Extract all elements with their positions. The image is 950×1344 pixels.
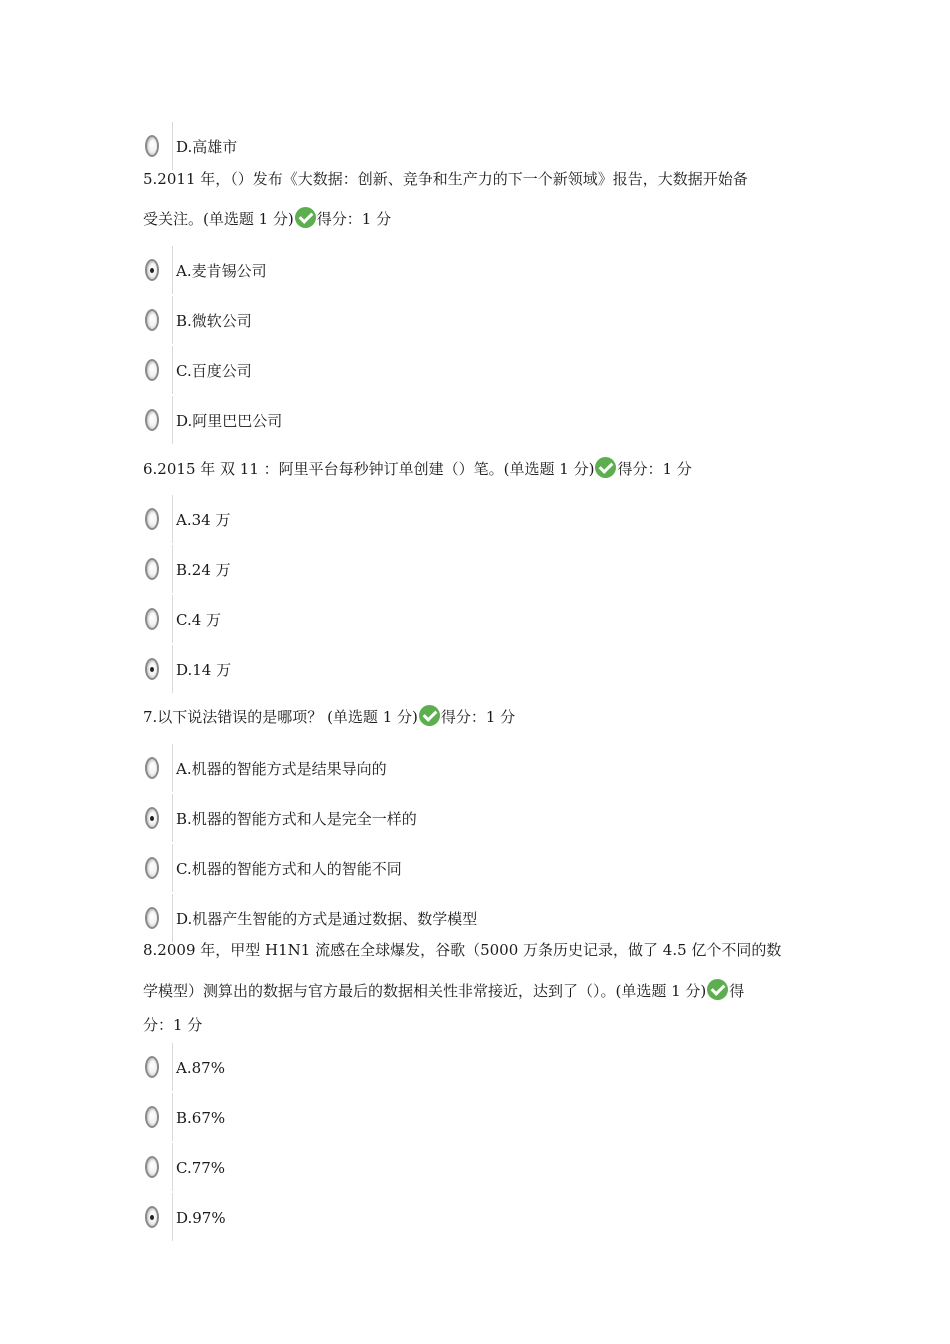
radio-button[interactable]: [145, 409, 159, 431]
divider: [172, 545, 173, 593]
question-text: 5.2011 年，（）发布《大数据：创新、竞争和生产力的下一个新领域》报告，大数据开始备: [143, 170, 748, 188]
option-q7-c[interactable]: [143, 850, 743, 890]
option-label: C.百度公司: [176, 362, 252, 380]
check-icon: [707, 979, 728, 1000]
radio-button[interactable]: [145, 359, 159, 381]
radio-button[interactable]: [145, 1106, 159, 1128]
question-text-line: 6.2015 年 双 11 ：阿里平台每秒钟订单创建（）笔。(单选题 1 分) 得分：1 分: [143, 457, 692, 479]
divider: [172, 346, 173, 394]
divider: [172, 495, 173, 543]
option-label: D.97%: [176, 1209, 226, 1227]
score-text: 得分：1 分: [440, 708, 516, 726]
check-icon: [295, 207, 316, 228]
option-q5-b[interactable]: [143, 302, 743, 342]
radio-button[interactable]: [145, 857, 159, 879]
divider: [172, 645, 173, 693]
option-label: B.微软公司: [176, 312, 252, 330]
divider: [172, 296, 173, 344]
question-text-line2: 受关注。(单选题 1 分) 得分：1 分: [143, 207, 391, 229]
radio-button-selected[interactable]: [145, 658, 159, 680]
divider: [172, 246, 173, 294]
question-text: 8.2009 年，甲型 H1N1 流感在全球爆发，谷歌（5000 万条历史记录，做了 4.5 亿个不同的数: [143, 941, 782, 959]
divider: [172, 744, 173, 792]
divider: [172, 122, 173, 170]
option-q7-a[interactable]: [143, 750, 743, 790]
radio-button[interactable]: [145, 907, 159, 929]
option-q7-d[interactable]: [143, 900, 743, 940]
option-label: D.高雄市: [176, 138, 238, 156]
option-q7-b[interactable]: [143, 800, 743, 840]
option-q4-d[interactable]: [143, 128, 743, 168]
radio-button-selected[interactable]: [145, 1206, 159, 1228]
divider: [172, 1193, 173, 1241]
option-label: B.24 万: [176, 561, 231, 579]
radio-button[interactable]: [145, 558, 159, 580]
check-icon: [419, 705, 440, 726]
option-label: A.机器的智能方式是结果导向的: [176, 760, 387, 778]
divider: [172, 894, 173, 942]
option-label: A.87%: [176, 1059, 225, 1077]
option-q5-d[interactable]: [143, 402, 743, 442]
radio-button[interactable]: [145, 1156, 159, 1178]
divider: [172, 396, 173, 444]
radio-button[interactable]: [145, 135, 159, 157]
option-label: C.机器的智能方式和人的智能不同: [176, 860, 402, 878]
option-label: D.机器产生智能的方式是通过数据、数学模型: [176, 910, 478, 928]
question-text-line: 7.以下说法错误的是哪项？ (单选题 1 分) 得分：1 分: [143, 705, 515, 727]
divider: [172, 794, 173, 842]
option-q6-b[interactable]: [143, 551, 743, 591]
option-label: B.67%: [176, 1109, 226, 1127]
option-q5-a[interactable]: [143, 252, 743, 292]
question-text-line3: 分：1 分: [143, 1016, 203, 1034]
score-text: 得分：1 分: [316, 210, 392, 228]
question-text-line2: 学模型）测算出的数据与官方最后的数据相关性非常接近，达到了（）。(单选题 1 分) 得: [143, 979, 744, 1001]
divider: [172, 844, 173, 892]
option-label: A.34 万: [176, 511, 231, 529]
score-text: 得分：1 分: [617, 460, 692, 478]
option-label: A.麦肯锡公司: [176, 262, 267, 280]
check-icon: [595, 457, 616, 478]
option-label: D.阿里巴巴公司: [176, 412, 283, 430]
divider: [172, 595, 173, 643]
option-q6-a[interactable]: [143, 501, 743, 541]
radio-button-selected[interactable]: [145, 259, 159, 281]
radio-button[interactable]: [145, 309, 159, 331]
option-q8-d[interactable]: [143, 1199, 743, 1239]
radio-button[interactable]: [145, 1056, 159, 1078]
option-q8-c[interactable]: [143, 1149, 743, 1189]
score-text: 得: [729, 982, 745, 1000]
divider: [172, 1093, 173, 1141]
radio-button[interactable]: [145, 508, 159, 530]
radio-button-selected[interactable]: [145, 807, 159, 829]
option-label: D.14 万: [176, 661, 232, 679]
option-q6-d[interactable]: [143, 651, 743, 691]
option-q5-c[interactable]: [143, 352, 743, 392]
radio-button[interactable]: [145, 757, 159, 779]
option-label: B.机器的智能方式和人是完全一样的: [176, 810, 417, 828]
radio-button[interactable]: [145, 608, 159, 630]
option-q6-c[interactable]: [143, 601, 743, 641]
option-label: C.4 万: [176, 611, 222, 629]
option-q8-b[interactable]: [143, 1099, 743, 1139]
option-label: C.77%: [176, 1159, 226, 1177]
divider: [172, 1143, 173, 1191]
divider: [172, 1043, 173, 1091]
option-q8-a[interactable]: [143, 1049, 743, 1089]
